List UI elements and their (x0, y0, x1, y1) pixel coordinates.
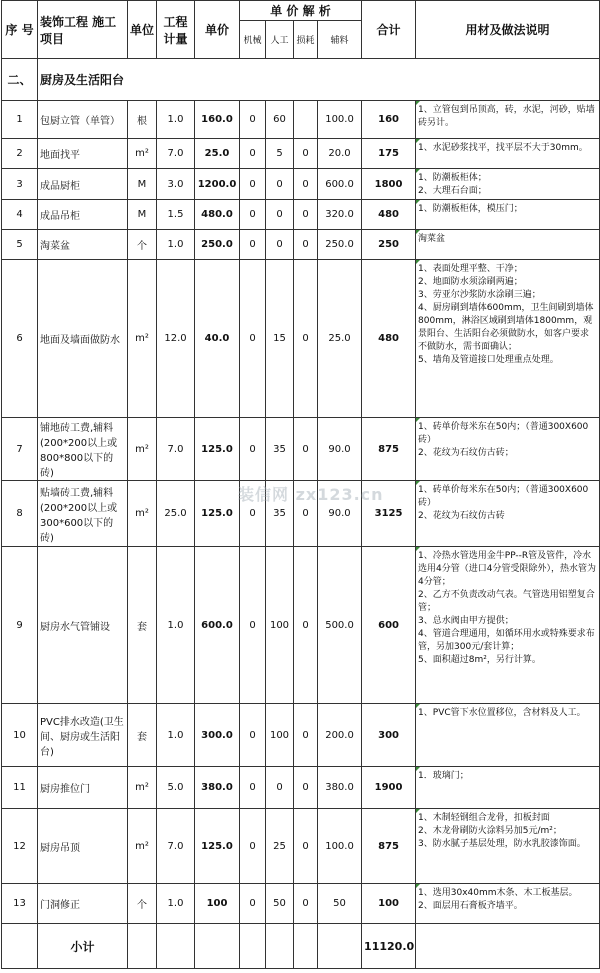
subtotal-total: 11120.0 (362, 924, 416, 969)
row-aux: 100.0 (318, 101, 362, 139)
row-loss: 0 (294, 200, 318, 230)
row-seq: 3 (2, 169, 38, 200)
header-analysis: 单 价 解 析 (240, 1, 362, 21)
row-description (416, 260, 600, 418)
row-description (416, 767, 600, 809)
description-line: 1、立管包到吊顶高，砖，水泥，河砂，贴墙砖另计。 (418, 105, 595, 128)
description-line: 2、乙方不负责改动气表。气管选用铝塑复合管； (418, 590, 595, 613)
row-loss: 0 (294, 139, 318, 169)
quote-table (1, 0, 600, 969)
row-qty: 3.0 (157, 169, 195, 200)
row-loss: 0 (294, 809, 318, 884)
row-labor: 100 (266, 547, 294, 704)
row-qty: 12.0 (157, 260, 195, 418)
row-qty: 1.0 (157, 704, 195, 767)
table-row (2, 481, 600, 547)
header-loss: 损耗 (294, 21, 318, 59)
row-labor: 0 (266, 169, 294, 200)
row-total: 480 (362, 200, 416, 230)
row-machine: 0 (240, 200, 266, 230)
row-total: 300 (362, 704, 416, 767)
row-total: 875 (362, 809, 416, 884)
description-line: 1、选用30x40mm木条、木工板基层。 (418, 888, 578, 898)
row-aux: 50 (318, 884, 362, 924)
row-loss: 0 (294, 260, 318, 418)
header-unit: 单位 (128, 1, 157, 59)
row-description (416, 547, 600, 704)
row-machine: 0 (240, 547, 266, 704)
table-row (2, 230, 600, 260)
description-line: 4、管道合理通用，如循环用水或特殊要求布管，另加300元/套计算； (418, 629, 595, 652)
row-price: 100 (195, 884, 240, 924)
row-loss: 0 (294, 169, 318, 200)
row-loss: 0 (294, 230, 318, 260)
row-machine: 0 (240, 230, 266, 260)
row-item: 厨房推位门 (38, 767, 128, 809)
row-unit: m² (128, 809, 157, 884)
row-aux: 200.0 (318, 704, 362, 767)
row-labor: 0 (266, 230, 294, 260)
header-desc: 用材及做法说明 (416, 1, 600, 59)
row-total: 1900 (362, 767, 416, 809)
description-line: 淘菜盆 (418, 234, 446, 244)
header-item: 装饰工程 施工项目 (38, 1, 128, 59)
row-machine: 0 (240, 101, 266, 139)
row-total: 600 (362, 547, 416, 704)
row-unit: M (128, 169, 157, 200)
row-seq: 9 (2, 547, 38, 704)
row-seq: 13 (2, 884, 38, 924)
row-labor: 100 (266, 704, 294, 767)
watermark: 装信网 zx123.cn (238, 485, 384, 504)
row-item: 淘菜盆 (38, 230, 128, 260)
table-row (2, 809, 600, 884)
row-description (416, 884, 600, 924)
row-item: 铺地砖工费,辅料(200*200以上或800*800以下的砖) (38, 418, 128, 481)
row-machine: 0 (240, 139, 266, 169)
row-qty: 1.0 (157, 101, 195, 139)
row-unit: 根 (128, 101, 157, 139)
row-item: 厨房水气管铺设 (38, 547, 128, 704)
row-machine: 0 (240, 809, 266, 884)
row-total: 480 (362, 260, 416, 418)
subtotal-blank (157, 924, 195, 969)
row-seq: 8 (2, 481, 38, 547)
row-qty: 1.0 (157, 547, 195, 704)
table-row (2, 547, 600, 704)
table-row (2, 704, 600, 767)
row-aux: 20.0 (318, 139, 362, 169)
subtotal-blank (318, 924, 362, 969)
row-seq: 4 (2, 200, 38, 230)
description-line: 1、防潮板柜体，模压门； (418, 204, 523, 214)
row-description (416, 418, 600, 481)
row-labor: 0 (266, 200, 294, 230)
row-aux: 90.0 (318, 418, 362, 481)
row-price: 600.0 (195, 547, 240, 704)
row-item: 厨房吊顶 (38, 809, 128, 884)
description-line: 2、地面防水须涂刷两遍； (418, 277, 523, 287)
row-aux: 25.0 (318, 260, 362, 418)
description-line: 5、面积超过8m²，另行计算。 (418, 655, 541, 665)
row-loss: 0 (294, 418, 318, 481)
row-labor: 5 (266, 139, 294, 169)
row-item: 贴墙砖工费,辅料(200*200以上或300*600以下的砖) (38, 481, 128, 547)
row-loss: 0 (294, 767, 318, 809)
description-line: 2、大理石台面； (418, 186, 487, 196)
row-unit: 个 (128, 230, 157, 260)
row-price: 380.0 (195, 767, 240, 809)
row-qty: 7.0 (157, 809, 195, 884)
description-line: 3、防水腻子基层处理，防水乳胶漆饰面。 (418, 839, 586, 849)
subtotal-empty (2, 924, 38, 969)
row-total: 100 (362, 884, 416, 924)
row-item: 成品厨柜 (38, 169, 128, 200)
row-qty: 25.0 (157, 481, 195, 547)
description-line: 3、劳亚尔沙浆防水涂刷三遍； (418, 290, 541, 300)
row-price: 125.0 (195, 418, 240, 481)
subtotal-blank (240, 924, 266, 969)
row-aux: 380.0 (318, 767, 362, 809)
header-price: 单价 (195, 1, 240, 59)
description-line: 1、冷热水管选用金牛PP--R管及管件，冷水选用4分管（进口4分管受限除外），热水管为4分管； (418, 551, 597, 587)
header-qty: 工程 计量 (157, 1, 195, 59)
row-labor: 35 (266, 418, 294, 481)
table-row (2, 139, 600, 169)
subtotal-label: 小计 (38, 924, 128, 969)
description-line: 1、表面处理平整、干净； (418, 264, 523, 274)
row-machine: 0 (240, 169, 266, 200)
row-seq: 6 (2, 260, 38, 418)
subtotal-blank (195, 924, 240, 969)
row-unit: 套 (128, 704, 157, 767)
row-machine: 0 (240, 704, 266, 767)
table-row (2, 767, 600, 809)
table-row (2, 169, 600, 200)
row-total: 175 (362, 139, 416, 169)
row-total: 160 (362, 101, 416, 139)
row-loss: 0 (294, 481, 318, 547)
row-seq: 2 (2, 139, 38, 169)
row-item: 地面及墙面做防水 (38, 260, 128, 418)
header-machine: 机械 (240, 21, 266, 59)
header-total: 合计 (362, 1, 416, 59)
row-aux: 100.0 (318, 809, 362, 884)
row-seq: 1 (2, 101, 38, 139)
row-unit: m² (128, 418, 157, 481)
row-qty: 7.0 (157, 418, 195, 481)
description-line: 3、总水阀由甲方提供； (418, 616, 514, 626)
row-loss: 0 (294, 547, 318, 704)
row-unit: m² (128, 260, 157, 418)
description-line: 4、厨房刷到墙体600mm，卫生间刷到墙体800mm，淋浴区域刷到墙体1800mm，观景阳台、生活阳台必须做防水，如客户要求不做防水，需书面确认； (418, 303, 594, 352)
row-item: 包厨立管（单管） (38, 101, 128, 139)
row-machine: 0 (240, 481, 266, 547)
table-row (2, 200, 600, 230)
row-aux: 90.0 (318, 481, 362, 547)
row-loss (294, 101, 318, 139)
description-line: 2、花纹为石纹仿古砖 (418, 511, 505, 521)
section-title: 厨房及生活阳台 (38, 59, 600, 101)
row-item: PVC排水改造(卫生间、厨房或生活阳台) (38, 704, 128, 767)
row-price: 480.0 (195, 200, 240, 230)
row-labor: 50 (266, 884, 294, 924)
description-line: 1、木制轻钢组合龙骨，扣板封面 (418, 813, 550, 823)
row-qty: 1.0 (157, 230, 195, 260)
row-description (416, 704, 600, 767)
table-row (2, 884, 600, 924)
row-labor: 0 (266, 767, 294, 809)
row-total: 875 (362, 418, 416, 481)
row-seq: 5 (2, 230, 38, 260)
row-price: 125.0 (195, 809, 240, 884)
subtotal-blank (294, 924, 318, 969)
description-line: 2、面层用石膏板齐墙平。 (418, 901, 523, 911)
row-description (416, 169, 600, 200)
row-labor: 15 (266, 260, 294, 418)
row-unit: m² (128, 767, 157, 809)
description-line: 1、PVC管下水位置移位，含材料及人工。 (418, 708, 586, 718)
row-seq: 11 (2, 767, 38, 809)
row-description (416, 200, 600, 230)
row-item: 地面找平 (38, 139, 128, 169)
row-total: 1800 (362, 169, 416, 200)
row-unit: 套 (128, 547, 157, 704)
row-item: 成品吊柜 (38, 200, 128, 230)
row-qty: 1.5 (157, 200, 195, 230)
table-row (2, 260, 600, 418)
row-unit: m² (128, 481, 157, 547)
table-row (2, 418, 600, 481)
header-labor: 人工 (266, 21, 294, 59)
row-unit: M (128, 200, 157, 230)
row-seq: 12 (2, 809, 38, 884)
description-line: 2、花纹为石纹仿古砖； (418, 448, 514, 458)
row-machine: 0 (240, 418, 266, 481)
subtotal-blank (128, 924, 157, 969)
row-labor: 25 (266, 809, 294, 884)
description-line: 2、木龙骨刷防火涂料另加5元/m²； (418, 826, 562, 836)
row-price: 40.0 (195, 260, 240, 418)
row-total: 3125 (362, 481, 416, 547)
row-machine: 0 (240, 260, 266, 418)
row-qty: 7.0 (157, 139, 195, 169)
row-price: 250.0 (195, 230, 240, 260)
row-labor: 60 (266, 101, 294, 139)
row-loss: 0 (294, 704, 318, 767)
row-price: 125.0 (195, 481, 240, 547)
section-seq: 二、 (2, 59, 38, 101)
row-description (416, 481, 600, 547)
row-labor: 35 (266, 481, 294, 547)
header-seq: 序 号 (2, 1, 38, 59)
row-description (416, 230, 600, 260)
table-row (2, 101, 600, 139)
row-unit: m² (128, 139, 157, 169)
row-seq: 7 (2, 418, 38, 481)
row-aux: 250.0 (318, 230, 362, 260)
subtotal-blank (416, 924, 600, 969)
row-machine: 0 (240, 884, 266, 924)
description-line: 5、墙角及管道接口处理重点处理。 (418, 355, 559, 365)
row-seq: 10 (2, 704, 38, 767)
header-aux: 辅料 (318, 21, 362, 59)
row-qty: 1.0 (157, 884, 195, 924)
row-price: 300.0 (195, 704, 240, 767)
description-line: 1、砖单价每米东在50内；（普通300X600砖） (418, 485, 589, 508)
description-line: 1．玻璃门； (418, 771, 469, 781)
row-description (416, 809, 600, 884)
row-machine: 0 (240, 767, 266, 809)
row-price: 25.0 (195, 139, 240, 169)
row-item: 门洞修正 (38, 884, 128, 924)
row-aux: 600.0 (318, 169, 362, 200)
row-aux: 500.0 (318, 547, 362, 704)
row-loss: 0 (294, 884, 318, 924)
row-aux: 320.0 (318, 200, 362, 230)
subtotal-blank (266, 924, 294, 969)
description-line: 1、防潮板柜体； (418, 173, 487, 183)
row-description (416, 101, 600, 139)
row-price: 160.0 (195, 101, 240, 139)
description-line: 1、水泥砂浆找平，找平层不大于30mm。 (418, 143, 588, 153)
row-price: 1200.0 (195, 169, 240, 200)
row-description (416, 139, 600, 169)
row-total: 250 (362, 230, 416, 260)
description-line: 1、砖单价每米东在50内；（普通300X600砖） (418, 422, 589, 445)
row-qty: 5.0 (157, 767, 195, 809)
row-unit: 个 (128, 884, 157, 924)
